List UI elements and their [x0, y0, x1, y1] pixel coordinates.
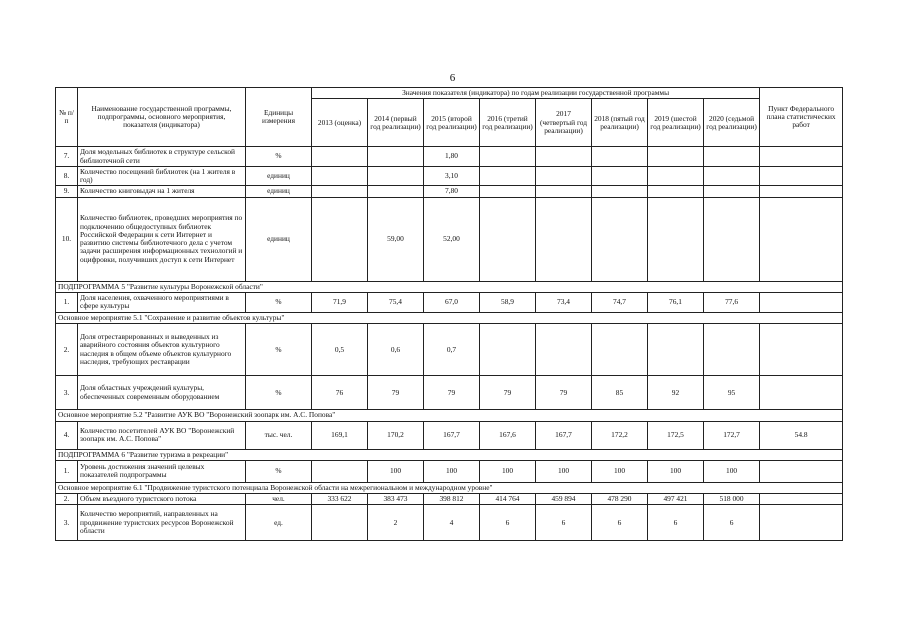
row-value: 100 — [480, 460, 536, 482]
row-value — [536, 197, 592, 281]
row-name: Уровень достижения значений целевых показателей подпрограммы — [78, 460, 246, 482]
row-value: 459 894 — [536, 494, 592, 505]
row-value — [480, 197, 536, 281]
row-plan — [760, 324, 843, 376]
row-value: 73,4 — [536, 292, 592, 312]
row-value: 74,7 — [592, 292, 648, 312]
row-name: Количество библиотек, проведших мероприятия по подключению общедоступных библиотек Российской Федерации к сети Интернет и развитию системы библиотечного дела с учетом задачи расширения информационных технологий и оцифровки, получивших доступ к сети Интернет — [78, 197, 246, 281]
main-activity-title: Основное мероприятие 5.2 "Развитие АУК ВО "Воронежский зоопарк им. А.С. Попова" — [56, 410, 843, 421]
row-name: Объем въездного туристского потока — [78, 494, 246, 505]
row-value: 172,7 — [704, 421, 760, 449]
row-num: 1. — [56, 292, 78, 312]
header-year: 2020 (седьмой год реализации) — [704, 99, 760, 147]
row-value: 478 290 — [592, 494, 648, 505]
row-value: 167,7 — [536, 421, 592, 449]
row-value — [536, 324, 592, 376]
row-value — [592, 186, 648, 197]
row-value — [312, 186, 368, 197]
row-value: 79 — [424, 376, 480, 410]
row-value — [368, 166, 424, 186]
row-name: Количество мероприятий, направленных на продвижение туристских ресурсов Воронежской области — [78, 505, 246, 541]
row-value: 76,1 — [648, 292, 704, 312]
row-plan — [760, 292, 843, 312]
row-value: 7,80 — [424, 186, 480, 197]
row-num: 10. — [56, 197, 78, 281]
row-name: Количество посещений библиотек (на 1 жителя в год) — [78, 166, 246, 186]
table-row — [56, 460, 843, 482]
main-activity-title: Основное мероприятие 6.1 "Продвижение туристского потенциала Воронежской области на межрегиональном и международном уровне" — [56, 482, 843, 493]
row-value: 2 — [368, 505, 424, 541]
row-value — [704, 186, 760, 197]
table-row — [56, 494, 843, 505]
row-unit: % — [246, 376, 312, 410]
row-num: 1. — [56, 460, 78, 482]
row-value — [480, 186, 536, 197]
row-value: 100 — [536, 460, 592, 482]
header-num: № п/п — [56, 88, 78, 147]
row-value — [648, 147, 704, 167]
row-value: 58,9 — [480, 292, 536, 312]
row-value: 167,7 — [424, 421, 480, 449]
indicators-table — [55, 87, 843, 541]
table-row — [56, 186, 843, 197]
row-value: 0,5 — [312, 324, 368, 376]
row-name: Количество книговыдач на 1 жителя — [78, 186, 246, 197]
row-value: 6 — [592, 505, 648, 541]
header-unit: Единицы измерения — [246, 88, 312, 147]
row-num: 2. — [56, 494, 78, 505]
row-unit: единиц — [246, 166, 312, 186]
row-value: 100 — [368, 460, 424, 482]
row-value: 100 — [592, 460, 648, 482]
row-unit: % — [246, 292, 312, 312]
row-num: 7. — [56, 147, 78, 167]
row-value: 77,6 — [704, 292, 760, 312]
row-value: 414 764 — [480, 494, 536, 505]
row-num: 8. — [56, 166, 78, 186]
row-value: 497 421 — [648, 494, 704, 505]
row-value: 79 — [480, 376, 536, 410]
header-name: Наименование государственной программы, подпрограммы, основного мероприятия, показателя (индикатора) — [78, 88, 246, 147]
table-row — [56, 197, 843, 281]
row-value: 398 812 — [424, 494, 480, 505]
row-value: 169,1 — [312, 421, 368, 449]
row-value — [536, 166, 592, 186]
header-year: 2013 (оценка) — [312, 99, 368, 147]
row-value: 95 — [704, 376, 760, 410]
row-value — [536, 147, 592, 167]
row-value: 6 — [648, 505, 704, 541]
row-num: 2. — [56, 324, 78, 376]
row-value: 92 — [648, 376, 704, 410]
row-unit: % — [246, 460, 312, 482]
row-value: 1,80 — [424, 147, 480, 167]
row-value: 59,00 — [368, 197, 424, 281]
row-plan — [760, 197, 843, 281]
row-value: 4 — [424, 505, 480, 541]
row-value — [592, 166, 648, 186]
row-value: 3,10 — [424, 166, 480, 186]
row-plan — [760, 147, 843, 167]
row-unit: чел. — [246, 494, 312, 505]
header-year: 2019 (шестой год реализации) — [648, 99, 704, 147]
row-unit: ед. — [246, 505, 312, 541]
row-name: Доля отреставрированных и выведенных из аварийного состояния объектов культурного наследия в общем объеме объектов культурного наследия, требующих реставрации — [78, 324, 246, 376]
row-value: 6 — [480, 505, 536, 541]
header-year: 2015 (второй год реализации) — [424, 99, 480, 147]
row-value: 383 473 — [368, 494, 424, 505]
header-year: 2017 (четвертый год реализации) — [536, 99, 592, 147]
table-row — [56, 292, 843, 312]
table-row — [56, 421, 843, 449]
row-value — [312, 505, 368, 541]
header-values-title: Значения показателя (индикатора) по годам реализации государственной программы — [312, 88, 760, 99]
row-value — [312, 460, 368, 482]
row-value: 75,4 — [368, 292, 424, 312]
table-row — [56, 324, 843, 376]
row-value — [648, 166, 704, 186]
row-name: Доля областных учреждений культуры, обеспеченных современным оборудованием — [78, 376, 246, 410]
table-row — [56, 166, 843, 186]
row-value — [592, 197, 648, 281]
main-activity-row — [56, 482, 843, 493]
row-value: 167,6 — [480, 421, 536, 449]
row-value: 100 — [704, 460, 760, 482]
row-value — [312, 166, 368, 186]
row-value — [648, 186, 704, 197]
subprogram-title: ПОДПРОГРАММА 6 "Развитие туризма в рекреации" — [56, 449, 843, 460]
row-value — [480, 147, 536, 167]
row-unit: % — [246, 324, 312, 376]
row-num: 9. — [56, 186, 78, 197]
row-value: 71,9 — [312, 292, 368, 312]
row-value — [368, 147, 424, 167]
row-value — [536, 186, 592, 197]
subprogram-title: ПОДПРОГРАММА 5 "Развитие культуры Воронежской области" — [56, 281, 843, 292]
row-value: 0,7 — [424, 324, 480, 376]
row-value: 518 000 — [704, 494, 760, 505]
row-name: Количество посетителей АУК ВО "Воронежский зоопарк им. А.С. Попова" — [78, 421, 246, 449]
row-value — [312, 147, 368, 167]
main-activity-title: Основное мероприятие 5.1 "Сохранение и развитие объектов культуры" — [56, 312, 843, 323]
row-plan — [760, 376, 843, 410]
row-value: 52,00 — [424, 197, 480, 281]
row-num: 3. — [56, 376, 78, 410]
main-activity-row — [56, 410, 843, 421]
row-plan — [760, 505, 843, 541]
row-value — [704, 166, 760, 186]
row-value — [368, 186, 424, 197]
row-plan — [760, 166, 843, 186]
main-activity-row — [56, 312, 843, 323]
row-value — [704, 324, 760, 376]
row-unit: % — [246, 147, 312, 167]
table-row — [56, 505, 843, 541]
row-value: 100 — [648, 460, 704, 482]
row-name: Доля модельных библиотек в структуре сельской библиотечной сети — [78, 147, 246, 167]
row-value — [648, 324, 704, 376]
row-value: 85 — [592, 376, 648, 410]
row-value — [648, 197, 704, 281]
row-unit: тыс. чел. — [246, 421, 312, 449]
row-value: 0,6 — [368, 324, 424, 376]
row-value: 67,0 — [424, 292, 480, 312]
row-plan — [760, 494, 843, 505]
row-plan: 54.8 — [760, 421, 843, 449]
row-value — [592, 324, 648, 376]
row-name: Доля населения, охваченного мероприятиями в сфере культуры — [78, 292, 246, 312]
row-unit: единиц — [246, 186, 312, 197]
row-value — [704, 197, 760, 281]
row-value — [480, 166, 536, 186]
row-value: 6 — [536, 505, 592, 541]
table-row — [56, 376, 843, 410]
row-value: 6 — [704, 505, 760, 541]
row-value: 76 — [312, 376, 368, 410]
header-year: 2014 (первый год реализации) — [368, 99, 424, 147]
row-value: 170,2 — [368, 421, 424, 449]
row-value — [480, 324, 536, 376]
row-unit: единиц — [246, 197, 312, 281]
row-value: 100 — [424, 460, 480, 482]
row-value — [704, 147, 760, 167]
header-plan: Пункт Федерального плана статистических работ — [760, 88, 843, 147]
row-plan — [760, 460, 843, 482]
row-value: 79 — [368, 376, 424, 410]
page-number: 6 — [449, 72, 456, 84]
row-value: 172,2 — [592, 421, 648, 449]
row-num: 4. — [56, 421, 78, 449]
subprogram-row — [56, 449, 843, 460]
subprogram-row — [56, 281, 843, 292]
row-num: 3. — [56, 505, 78, 541]
header-year: 2016 (третий год реализации) — [480, 99, 536, 147]
row-value: 172,5 — [648, 421, 704, 449]
row-value — [592, 147, 648, 167]
header-year: 2018 (пятый год реализации) — [592, 99, 648, 147]
row-value — [312, 197, 368, 281]
table-row — [56, 147, 843, 167]
row-value: 79 — [536, 376, 592, 410]
row-plan — [760, 186, 843, 197]
row-value: 333 622 — [312, 494, 368, 505]
